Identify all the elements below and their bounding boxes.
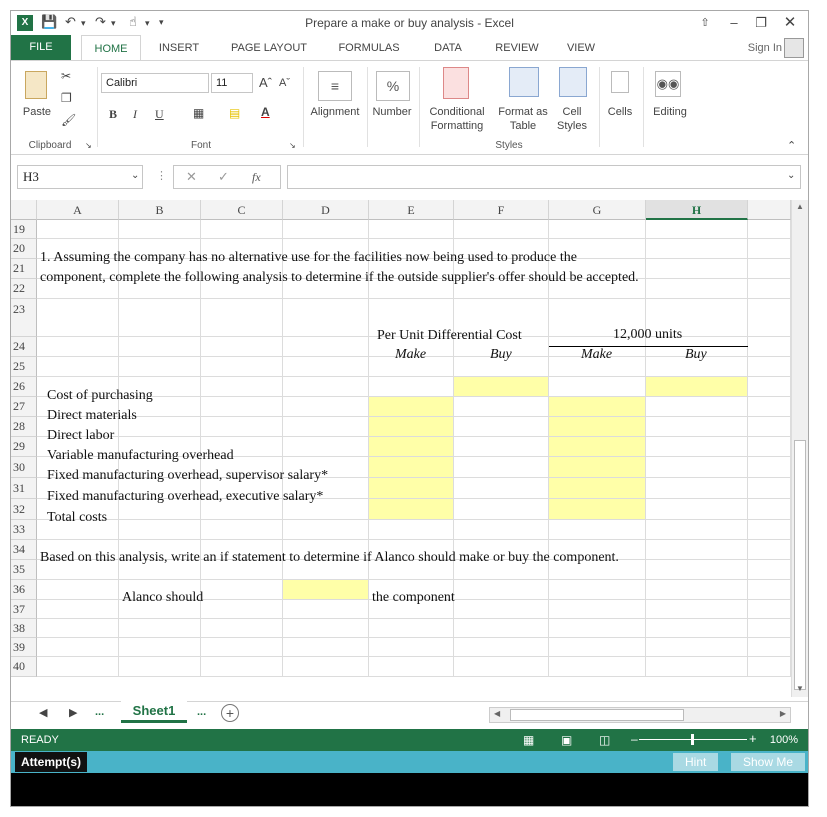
question-text-line-1: 1. Assuming the company has no alternative use for the facilities now being used to produce the: [40, 250, 577, 265]
cell-D33[interactable]: [283, 520, 369, 540]
find-binoculars-icon[interactable]: ◉◉: [655, 71, 681, 97]
cell-A23[interactable]: [37, 299, 119, 337]
save-icon[interactable]: 💾: [41, 14, 58, 29]
row-header-23[interactable]: 23: [11, 299, 37, 337]
cell-H29[interactable]: [646, 437, 748, 457]
cell-I40[interactable]: [748, 657, 791, 677]
cell-D27[interactable]: [283, 397, 369, 417]
cell-H21[interactable]: [646, 259, 748, 279]
attempt-bar: [11, 751, 808, 773]
customize-qat-icon[interactable]: ▾: [159, 17, 164, 27]
cell-I23[interactable]: [748, 299, 791, 337]
scroll-down-icon[interactable]: ▼: [796, 684, 804, 693]
cell-I34[interactable]: [748, 540, 791, 560]
cell-C33[interactable]: [201, 520, 283, 540]
cell-C26[interactable]: [201, 377, 283, 397]
cell-E19[interactable]: [369, 220, 454, 239]
units-header-underline: [549, 346, 748, 347]
row-header-28[interactable]: 28: [11, 417, 37, 437]
font-size-select[interactable]: 11: [211, 73, 253, 93]
cell-D26[interactable]: [283, 377, 369, 397]
cell-G37[interactable]: [549, 600, 646, 619]
cell-B25[interactable]: [119, 357, 201, 377]
cell-C28[interactable]: [201, 417, 283, 437]
tab-view[interactable]: VIEW: [566, 42, 596, 54]
tab-page-layout[interactable]: PAGE LAYOUT: [230, 42, 307, 54]
copy-icon[interactable]: ❐: [61, 91, 72, 105]
row-header-22[interactable]: 22: [11, 279, 37, 299]
cell-I38[interactable]: [748, 619, 791, 638]
cell-H39[interactable]: [646, 638, 748, 657]
fill-color-icon[interactable]: ▤: [229, 106, 241, 120]
cell-G29[interactable]: [549, 437, 646, 457]
make-header-total: Make: [581, 347, 613, 362]
cell-A24[interactable]: [37, 337, 119, 357]
item-cost-of-purchasing: Cost of purchasing: [47, 388, 153, 403]
cell-H40[interactable]: [646, 657, 748, 677]
cell-A39[interactable]: [37, 638, 119, 657]
increase-font-icon[interactable]: Aˆ: [259, 75, 272, 90]
row-header-31[interactable]: 31: [11, 478, 37, 499]
collapse-ribbon-icon[interactable]: ⌃: [787, 140, 797, 152]
sheets-right-ellipsis[interactable]: ...: [197, 706, 207, 718]
select-all-corner[interactable]: [11, 200, 37, 220]
name-box-dropdown-icon[interactable]: ⌄: [131, 170, 140, 181]
cell-B39[interactable]: [119, 638, 201, 657]
touch-mode-icon[interactable]: ☝: [129, 14, 137, 29]
column-header-h[interactable]: H: [646, 200, 748, 220]
paste-button[interactable]: Paste: [22, 106, 52, 118]
cell-G27[interactable]: [549, 397, 646, 417]
bold-button[interactable]: B: [109, 107, 118, 121]
cell-D24[interactable]: [283, 337, 369, 357]
row-header-27[interactable]: 27: [11, 397, 37, 417]
sheets-left-ellipsis[interactable]: ...: [95, 706, 105, 718]
cell-H28[interactable]: [646, 417, 748, 437]
cell-I30[interactable]: [748, 457, 791, 478]
units-header: 12,000 units: [613, 327, 683, 342]
prev-sheet-icon[interactable]: ◀: [39, 707, 48, 719]
cell-E31[interactable]: [369, 478, 454, 499]
font-name-select[interactable]: Calibri: [101, 73, 209, 93]
formula-buttons: [173, 165, 281, 189]
cancel-entry-icon[interactable]: ✕: [186, 169, 197, 184]
cell-B33[interactable]: [119, 520, 201, 540]
excel-logo-icon: X: [17, 15, 33, 31]
cell-E30[interactable]: [369, 457, 454, 478]
editing-button[interactable]: Editing: [653, 106, 687, 118]
row-header-20[interactable]: 20: [11, 239, 37, 259]
sheet-tab-sheet1[interactable]: Sheet1: [121, 701, 187, 723]
alignment-icon[interactable]: ≡: [318, 71, 352, 101]
cell-B24[interactable]: [119, 337, 201, 357]
item-fixed-overhead-executive: Fixed manufacturing overhead, executive salary*: [47, 489, 324, 504]
cell-H22[interactable]: [646, 279, 748, 299]
cell-G26[interactable]: [549, 377, 646, 397]
cell-A19[interactable]: [37, 220, 119, 239]
formula-bar-grip-icon: ⋮: [156, 170, 167, 182]
cell-G31[interactable]: [549, 478, 646, 499]
ribbon-display-icon[interactable]: ⇧: [700, 17, 710, 29]
cell-I33[interactable]: [748, 520, 791, 540]
status-bar: [11, 729, 808, 751]
item-direct-labor: Direct labor: [47, 428, 115, 443]
zoom-level[interactable]: 100%: [769, 734, 798, 746]
cell-F39[interactable]: [454, 638, 549, 657]
item-fixed-overhead-supervisor: Fixed manufacturing overhead, supervisor salary*: [47, 468, 329, 483]
cut-icon[interactable]: ✂: [61, 69, 72, 83]
cell-E33[interactable]: [369, 520, 454, 540]
tab-home[interactable]: HOME: [81, 35, 141, 61]
zoom-slider-thumb[interactable]: [691, 734, 694, 745]
add-sheet-icon[interactable]: +: [221, 704, 239, 722]
cell-I35[interactable]: [748, 560, 791, 580]
cell-E32[interactable]: [369, 499, 454, 520]
cell-D39[interactable]: [283, 638, 369, 657]
cell-E39[interactable]: [369, 638, 454, 657]
horizontal-scrollbar[interactable]: [489, 707, 791, 723]
zoom-out-icon[interactable]: –: [631, 732, 638, 746]
cell-H31[interactable]: [646, 478, 748, 499]
cell-D19[interactable]: [283, 220, 369, 239]
touch-dropdown-icon[interactable]: ▾: [145, 18, 150, 28]
hint-button[interactable]: Hint: [673, 753, 718, 771]
cell-F37[interactable]: [454, 600, 549, 619]
cell-I26[interactable]: [748, 377, 791, 397]
cell-I20[interactable]: [748, 239, 791, 259]
item-total-costs: Total costs: [47, 510, 108, 525]
page-layout-view-icon[interactable]: ▣: [561, 733, 573, 747]
cell-H26[interactable]: [646, 377, 748, 397]
next-sheet-icon[interactable]: ▶: [69, 707, 78, 719]
cell-I39[interactable]: [748, 638, 791, 657]
if-statement-prompt: Based on this analysis, write an if statement to determine if Alanco should make or buy the component.: [40, 550, 619, 565]
cell-H20[interactable]: [646, 239, 748, 259]
cell-E38[interactable]: [369, 619, 454, 638]
cell-C38[interactable]: [201, 619, 283, 638]
cell-A37[interactable]: [37, 600, 119, 619]
row-header-30[interactable]: 30: [11, 457, 37, 478]
formula-input[interactable]: [287, 165, 801, 189]
expand-formula-bar-icon[interactable]: ⌄: [787, 170, 796, 181]
row-header-34[interactable]: 34: [11, 540, 37, 560]
avatar[interactable]: [784, 38, 804, 58]
cell-G30[interactable]: [549, 457, 646, 478]
cell-G36[interactable]: [549, 580, 646, 600]
italic-button[interactable]: I: [133, 107, 137, 121]
cells-icon[interactable]: [611, 71, 629, 93]
window-title: Prepare a make or buy analysis - Excel: [305, 16, 514, 30]
cell-styles-icon[interactable]: [559, 67, 587, 97]
title-bar: [11, 11, 808, 35]
column-header-d[interactable]: D: [283, 200, 369, 220]
scroll-left-icon[interactable]: ◀: [494, 709, 501, 718]
clipboard-launcher-icon[interactable]: ↘: [85, 141, 92, 150]
row-header-19[interactable]: 19: [11, 220, 37, 239]
cell-D36[interactable]: [283, 580, 369, 600]
page-break-view-icon[interactable]: ◫: [599, 733, 611, 747]
sheet-tab-bar: [11, 701, 808, 725]
confirm-entry-icon[interactable]: ✓: [218, 169, 229, 184]
row-header-24[interactable]: 24: [11, 337, 37, 357]
format-as-table-icon[interactable]: [509, 67, 539, 97]
cell-G33[interactable]: [549, 520, 646, 540]
tab-review[interactable]: REVIEW: [495, 42, 539, 54]
cell-E26[interactable]: [369, 377, 454, 397]
cell-H19[interactable]: [646, 220, 748, 239]
cell-C27[interactable]: [201, 397, 283, 417]
vertical-scrollbar[interactable]: [791, 200, 808, 697]
footer-bar: [11, 773, 808, 807]
cell-F40[interactable]: [454, 657, 549, 677]
cell-E27[interactable]: [369, 397, 454, 417]
row-header-36[interactable]: 36: [11, 580, 37, 600]
cell-F28[interactable]: [454, 417, 549, 437]
cell-C25[interactable]: [201, 357, 283, 377]
undo-icon[interactable]: ↶: [65, 14, 76, 29]
cell-I27[interactable]: [748, 397, 791, 417]
row-header-26[interactable]: 26: [11, 377, 37, 397]
cell-D28[interactable]: [283, 417, 369, 437]
redo-dropdown-icon[interactable]: ▾: [111, 18, 116, 28]
underline-button[interactable]: U: [155, 107, 164, 121]
group-font: Font: [190, 140, 211, 151]
row-header-33[interactable]: 33: [11, 520, 37, 540]
paste-icon[interactable]: [25, 71, 47, 99]
redo-icon[interactable]: ↷: [95, 14, 106, 29]
normal-view-icon[interactable]: ▦: [523, 733, 535, 747]
tab-insert[interactable]: INSERT: [158, 42, 200, 54]
row-header-21[interactable]: 21: [11, 259, 37, 279]
row-header-35[interactable]: 35: [11, 560, 37, 580]
cell-H38[interactable]: [646, 619, 748, 638]
vertical-scroll-thumb[interactable]: [794, 440, 806, 690]
cell-F31[interactable]: [454, 478, 549, 499]
cell-G32[interactable]: [549, 499, 646, 520]
cell-F29[interactable]: [454, 437, 549, 457]
worksheet-grid[interactable]: [11, 200, 791, 695]
cell-C39[interactable]: [201, 638, 283, 657]
conditional-formatting-button[interactable]: Conditional Formatting: [429, 106, 485, 132]
cell-F27[interactable]: [454, 397, 549, 417]
cell-G38[interactable]: [549, 619, 646, 638]
cell-I31[interactable]: [748, 478, 791, 499]
item-variable-overhead: Variable manufacturing overhead: [47, 448, 234, 463]
cell-H37[interactable]: [646, 600, 748, 619]
column-header-c[interactable]: C: [201, 200, 283, 220]
buy-header-total: Buy: [685, 347, 707, 362]
cell-B19[interactable]: [119, 220, 201, 239]
scroll-right-icon[interactable]: ▶: [779, 709, 786, 718]
row-header-37[interactable]: 37: [11, 600, 37, 619]
restore-icon[interactable]: ❐: [755, 15, 767, 30]
number-format-icon[interactable]: %: [376, 71, 410, 101]
cell-G40[interactable]: [549, 657, 646, 677]
status-ready: READY: [21, 734, 59, 746]
horizontal-scroll-thumb[interactable]: [510, 709, 684, 721]
per-unit-header: Per Unit Differential Cost: [377, 328, 522, 343]
cell-I36[interactable]: [748, 580, 791, 600]
cell-C19[interactable]: [201, 220, 283, 239]
cell-F30[interactable]: [454, 457, 549, 478]
format-painter-icon[interactable]: 🖌: [61, 113, 77, 127]
cell-G28[interactable]: [549, 417, 646, 437]
format-as-table-button[interactable]: Format as Table: [498, 106, 548, 132]
cell-C36[interactable]: [201, 580, 283, 600]
cell-D37[interactable]: [283, 600, 369, 619]
cell-D38[interactable]: [283, 619, 369, 638]
cell-H33[interactable]: [646, 520, 748, 540]
show-me-button[interactable]: Show Me: [731, 753, 805, 771]
scroll-up-icon[interactable]: ▲: [796, 202, 804, 211]
cell-H30[interactable]: [646, 457, 748, 478]
cell-F19[interactable]: [454, 220, 549, 239]
cell-A38[interactable]: [37, 619, 119, 638]
cell-D23[interactable]: [283, 299, 369, 337]
cell-H32[interactable]: [646, 499, 748, 520]
cell-A40[interactable]: [37, 657, 119, 677]
borders-icon[interactable]: ▦: [193, 106, 205, 120]
conditional-formatting-icon[interactable]: [443, 67, 469, 99]
close-icon[interactable]: ✕: [783, 14, 797, 31]
question-text-line-2: component, complete the following analysis to determine if the outside supplier's offer should be accepted.: [40, 270, 639, 285]
cell-D25[interactable]: [283, 357, 369, 377]
cell-E29[interactable]: [369, 437, 454, 457]
number-button[interactable]: Number: [372, 106, 412, 118]
make-header-per-unit: Make: [395, 347, 427, 362]
cell-B23[interactable]: [119, 299, 201, 337]
item-direct-materials: Direct materials: [47, 408, 137, 423]
cell-I24[interactable]: [748, 337, 791, 357]
cell-I29[interactable]: [748, 437, 791, 457]
cell-E40[interactable]: [369, 657, 454, 677]
cell-I37[interactable]: [748, 600, 791, 619]
row-header-40[interactable]: 40: [11, 657, 37, 677]
cell-I21[interactable]: [748, 259, 791, 279]
formula-bar: [11, 161, 808, 191]
column-header-b[interactable]: B: [119, 200, 201, 220]
alignment-button[interactable]: Alignment: [310, 106, 360, 118]
column-header-g[interactable]: G: [549, 200, 646, 220]
cell-C24[interactable]: [201, 337, 283, 357]
font-color-icon[interactable]: A: [261, 105, 270, 119]
tab-file[interactable]: FILE: [11, 35, 71, 60]
tab-data[interactable]: DATA: [434, 42, 462, 54]
cells-button[interactable]: Cells: [607, 106, 633, 118]
cell-G19[interactable]: [549, 220, 646, 239]
cell-H34[interactable]: [646, 540, 748, 560]
group-clipboard: Clipboard: [28, 140, 72, 151]
cell-I32[interactable]: [748, 499, 791, 520]
row-header-39[interactable]: 39: [11, 638, 37, 657]
column-header-i[interactable]: [748, 200, 791, 220]
cell-B40[interactable]: [119, 657, 201, 677]
sign-in-link[interactable]: Sign In: [747, 42, 782, 54]
cell-A36[interactable]: [37, 580, 119, 600]
group-styles: Styles: [495, 140, 523, 151]
zoom-in-icon[interactable]: +: [749, 731, 757, 746]
cell-I28[interactable]: [748, 417, 791, 437]
row-header-32[interactable]: 32: [11, 499, 37, 520]
column-header-a[interactable]: A: [37, 200, 119, 220]
cell-F33[interactable]: [454, 520, 549, 540]
cell-H36[interactable]: [646, 580, 748, 600]
row-header-25[interactable]: 25: [11, 357, 37, 377]
tab-formulas[interactable]: FORMULAS: [338, 42, 400, 54]
ribbon-home: [11, 60, 808, 155]
name-box[interactable]: H3: [17, 165, 143, 189]
minimize-icon[interactable]: –: [730, 15, 738, 30]
insert-function-icon[interactable]: fx: [252, 170, 261, 184]
buy-header-per-unit: Buy: [490, 347, 512, 362]
cell-D40[interactable]: [283, 657, 369, 677]
cell-A25[interactable]: [37, 357, 119, 377]
row-header-29[interactable]: 29: [11, 437, 37, 457]
cell-F36[interactable]: [454, 580, 549, 600]
cell-I25[interactable]: [748, 357, 791, 377]
cell-B38[interactable]: [119, 619, 201, 638]
cell-F32[interactable]: [454, 499, 549, 520]
cell-H27[interactable]: [646, 397, 748, 417]
cell-E28[interactable]: [369, 417, 454, 437]
cell-styles-button[interactable]: Cell Styles: [557, 106, 587, 132]
decrease-font-icon[interactable]: Aˇ: [279, 77, 290, 89]
cell-G39[interactable]: [549, 638, 646, 657]
attempts-label: Attempt(s): [15, 752, 87, 772]
column-header-e[interactable]: E: [369, 200, 454, 220]
cell-F26[interactable]: [454, 377, 549, 397]
alanco-should-label: Alanco should: [122, 590, 204, 605]
font-launcher-icon[interactable]: ↘: [289, 141, 296, 150]
cell-D29[interactable]: [283, 437, 369, 457]
cell-I19[interactable]: [748, 220, 791, 239]
ribbon-tabs: [11, 35, 808, 60]
cell-C37[interactable]: [201, 600, 283, 619]
the-component-label: the component: [372, 590, 455, 605]
cell-C40[interactable]: [201, 657, 283, 677]
cell-C23[interactable]: [201, 299, 283, 337]
excel-window: [10, 10, 809, 807]
cell-I22[interactable]: [748, 279, 791, 299]
column-header-f[interactable]: F: [454, 200, 549, 220]
cell-H35[interactable]: [646, 560, 748, 580]
row-header-38[interactable]: 38: [11, 619, 37, 638]
undo-dropdown-icon[interactable]: ▾: [81, 18, 86, 28]
cell-F38[interactable]: [454, 619, 549, 638]
